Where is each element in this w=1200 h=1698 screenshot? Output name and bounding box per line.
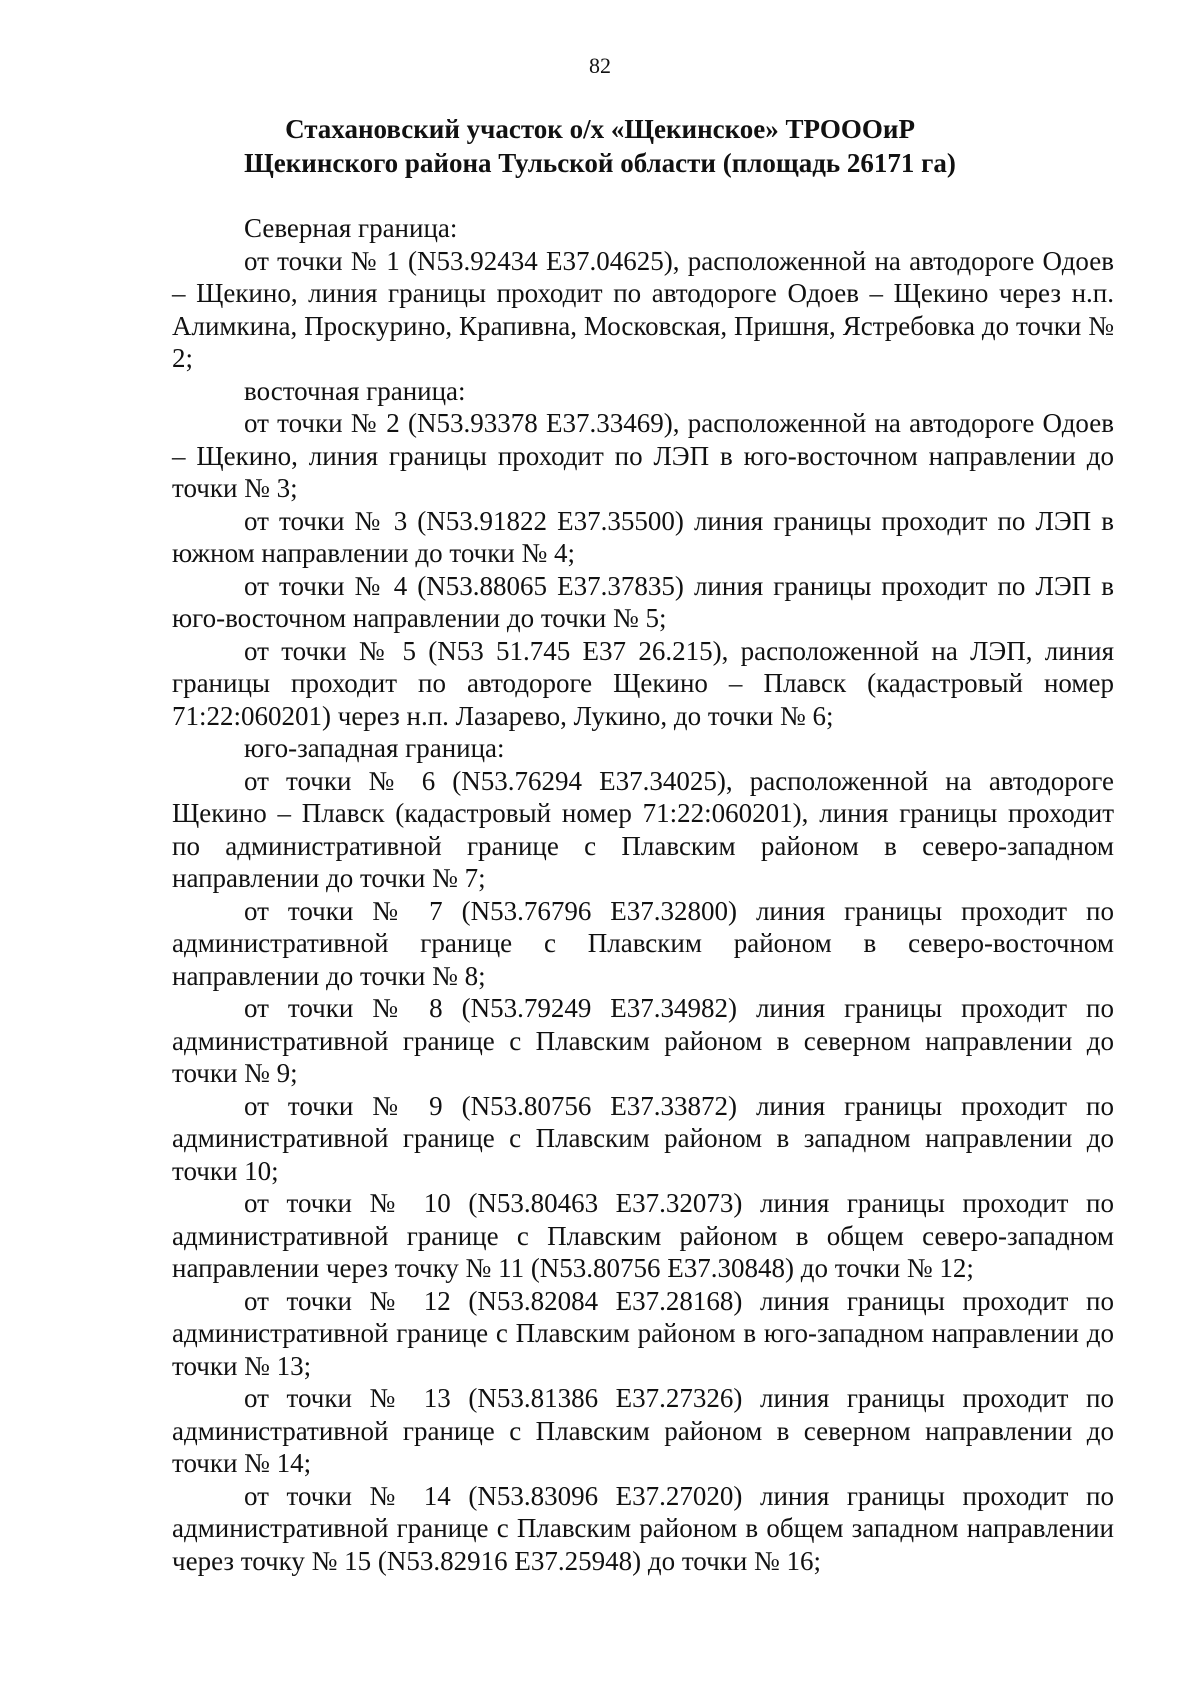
boundary-paragraph: от точки № 8 (N53.79249 E37.34982) линия границы проходит по административной границе с Плавским районом в северном направлении до точки № 9;: [172, 993, 1114, 1088]
boundary-paragraph: от точки № 4 (N53.88065 E37.37835) линия границы проходит по ЛЭП в юго-восточном направлении до точки № 5;: [172, 570, 1114, 633]
boundary-paragraph: от точки № 3 (N53.91822 E37.35500) линия границы проходит по ЛЭП в южном направлении до точки № 4;: [172, 505, 1114, 568]
title-line-1: Стахановский участок о/х «Щекинское» ТРОООиР: [285, 114, 915, 144]
page-number: 82: [589, 53, 611, 78]
boundary-paragraph: от точки № 2 (N53.93378 E37.33469), расположенной на автодороге Одоев – Щекино, линия границы проходит по ЛЭП в юго-восточном направлении до точки № 3;: [172, 408, 1114, 503]
boundary-paragraph: от точки № 14 (N53.83096 E37.27020) линия границы проходит по административной границе с Плавским районом в общем западном направлении через точку № 15 (N53.82916 E37.25948) до точки № 16;: [172, 1480, 1114, 1576]
boundary-paragraph: от точки № 12 (N53.82084 E37.28168) линия границы проходит по административной границе с Плавским районом в юго-западном направлении до точки № 13;: [172, 1285, 1114, 1381]
boundary-paragraph: от точки № 6 (N53.76294 E37.34025), расположенной на автодороге Щекино – Плавск (кадастровый номер 71:22:060201), линия границы проходит по административной границе с Плавским районом в северо-западном направлении до точки № 7;: [172, 765, 1114, 893]
boundary-paragraph: от точки № 9 (N53.80756 E37.33872) линия границы проходит по административной границе с Плавским районом в западном направлении до точки 10;: [172, 1090, 1114, 1186]
section-heading-east: восточная граница:: [244, 375, 466, 406]
title-line-2: Щекинского района Тульской области (площадь 26171 га): [244, 148, 956, 178]
section-heading-southwest: юго-западная граница:: [244, 733, 505, 763]
boundary-paragraph: от точки № 7 (N53.76796 E37.32800) линия границы проходит по административной границе с Плавским районом в северо-восточном направлении до точки № 8;: [172, 895, 1114, 991]
boundary-paragraph: от точки № 5 (N53 51.745 E37 26.215), расположенной на ЛЭП, линия границы проходит по автодороге Щекино – Плавск (кадастровый номер 71:22:060201) через н.п. Лазарево, Лукино, до точки № 6;: [172, 635, 1114, 731]
document-title: [150, 112, 1050, 180]
boundary-paragraph: от точки № 1 (N53.92434 E37.04625), расположенной на автодороге Одоев – Щекино, линия границы проходит по автодороге Одоев – Щекино через н.п. Алимкина, Проскурино, Крапивна, Московская, Пришня, Ястребовка до точки № 2;: [172, 245, 1114, 373]
boundary-paragraph: от точки № 13 (N53.81386 E37.27326) линия границы проходит по административной границе с Плавским районом в северном направлении до точки № 14;: [172, 1383, 1114, 1478]
boundary-paragraph: от точки № 10 (N53.80463 E37.32073) линия границы проходит по административной границе с Плавским районом в общем северо-западном направлении через точку № 11 (N53.80756 E37.30848) до точки № 12;: [172, 1188, 1114, 1283]
document-body: [172, 212, 1114, 1577]
section-heading-north: Северная граница:: [244, 213, 458, 243]
